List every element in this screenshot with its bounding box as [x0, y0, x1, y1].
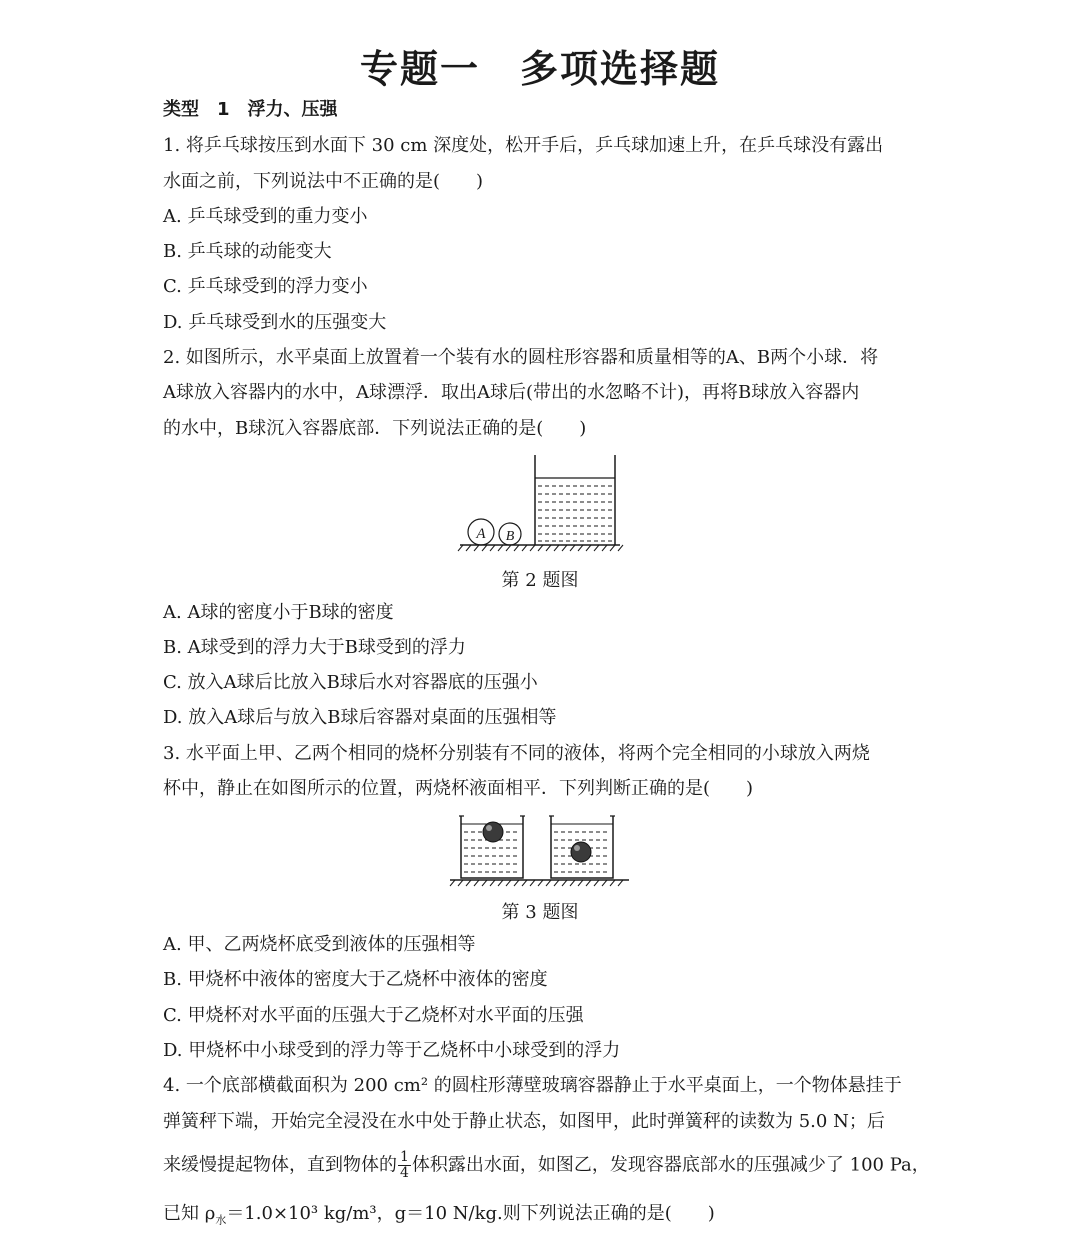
ball-b-label: B [505, 529, 515, 544]
q3-figure [447, 808, 632, 890]
q2-option-d: D. 放入A球后与放入B球后容器对桌面的压强相等 [163, 707, 557, 728]
q4-stem-line1: 4. 一个底部横截面积为 200 cm² 的圆柱形薄壁玻璃容器静止于水平桌面上，一个物体悬挂于 [163, 1075, 902, 1096]
beaker-yi [549, 816, 615, 878]
q2-option-a: A. A球的密度小于B球的密度 [163, 602, 394, 623]
q2-stem-line1: 2. 如图所示，水平桌面上放置着一个装有水的圆柱形容器和质量相等的A、B两个小球．将 [163, 347, 879, 368]
q3-option-a: A. 甲、乙两烧杯底受到液体的压强相等 [163, 934, 476, 955]
ball-yi [571, 842, 591, 862]
q2-figure [455, 450, 630, 555]
q3-option-b: B. 甲烧杯中液体的密度大于乙烧杯中液体的密度 [163, 969, 548, 990]
q4-stem-line2: 弹簧秤下端，开始完全浸没在水中处于静止状态，如图甲，此时弹簧秤的读数为 5.0 N；后 [163, 1111, 885, 1132]
q2-figure-caption: 第 2 题图 [501, 570, 579, 591]
ball-jia [483, 822, 503, 842]
q4-stem-line4: 已知 $\rho_水=1.0\times 10^3$ kg/m³，g＝10 N/kg.则下列说法正确的是( ) [163, 1203, 715, 1227]
beaker-jia [459, 816, 525, 878]
fraction-one-quarter: $\frac{1}{4}$ [400, 1149, 409, 1181]
q3-stem-line2: 杯中，静止在如图所示的位置，两烧杯液面相平．下列判断正确的是( ) [163, 778, 754, 799]
q2-stem-line2: A球放入容器内的水中，A球漂浮．取出A球后(带出的水忽略不计)，再将B球放入容器内 [163, 382, 860, 403]
q1-stem-line1: 1. 将乒乓球按压到水面下 30 cm 深度处，松开手后，乒乓球加速上升，在乒乓球没有露出 [163, 135, 884, 156]
page-title: 专题一 多项选择题 [359, 47, 721, 91]
q1-option-b: B. 乒乓球的动能变大 [163, 241, 332, 262]
q3-option-c: C. 甲烧杯对水平面的压强大于乙烧杯对水平面的压强 [163, 1005, 584, 1026]
q3-figure-caption: 第 3 题图 [501, 902, 579, 923]
category-heading: 类型 1 浮力、压强 [163, 99, 338, 120]
q1-option-d: D. 乒乓球受到水的压强变大 [163, 312, 387, 333]
q1-option-a: A. 乒乓球受到的重力变小 [163, 206, 368, 227]
q2-option-c: C. 放入A球后比放入B球后水对容器底的压强小 [163, 672, 538, 693]
q3-stem-line1: 3. 水平面上甲、乙两个相同的烧杯分别装有不同的液体，将两个完全相同的小球放入两烧 [163, 743, 870, 764]
q4-stem-line3: 来缓慢提起物体，直到物体的 $\frac{1}{4}$ 体积露出水面，如图乙，发现容器底部水的压强减少了 100 Pa， [163, 1149, 930, 1181]
q2-option-b: B. A球受到的浮力大于B球受到的浮力 [163, 637, 466, 658]
q1-stem-line2: 水面之前，下列说法中不正确的是( ) [163, 171, 484, 192]
q2-stem-line3: 的水中，B球沉入容器底部．下列说法正确的是( ) [163, 418, 587, 439]
q1-option-c: C. 乒乓球受到的浮力变小 [163, 276, 368, 297]
q3-option-d: D. 甲烧杯中小球受到的浮力等于乙烧杯中小球受到的浮力 [163, 1040, 621, 1061]
ball-a-label: A [476, 526, 486, 542]
